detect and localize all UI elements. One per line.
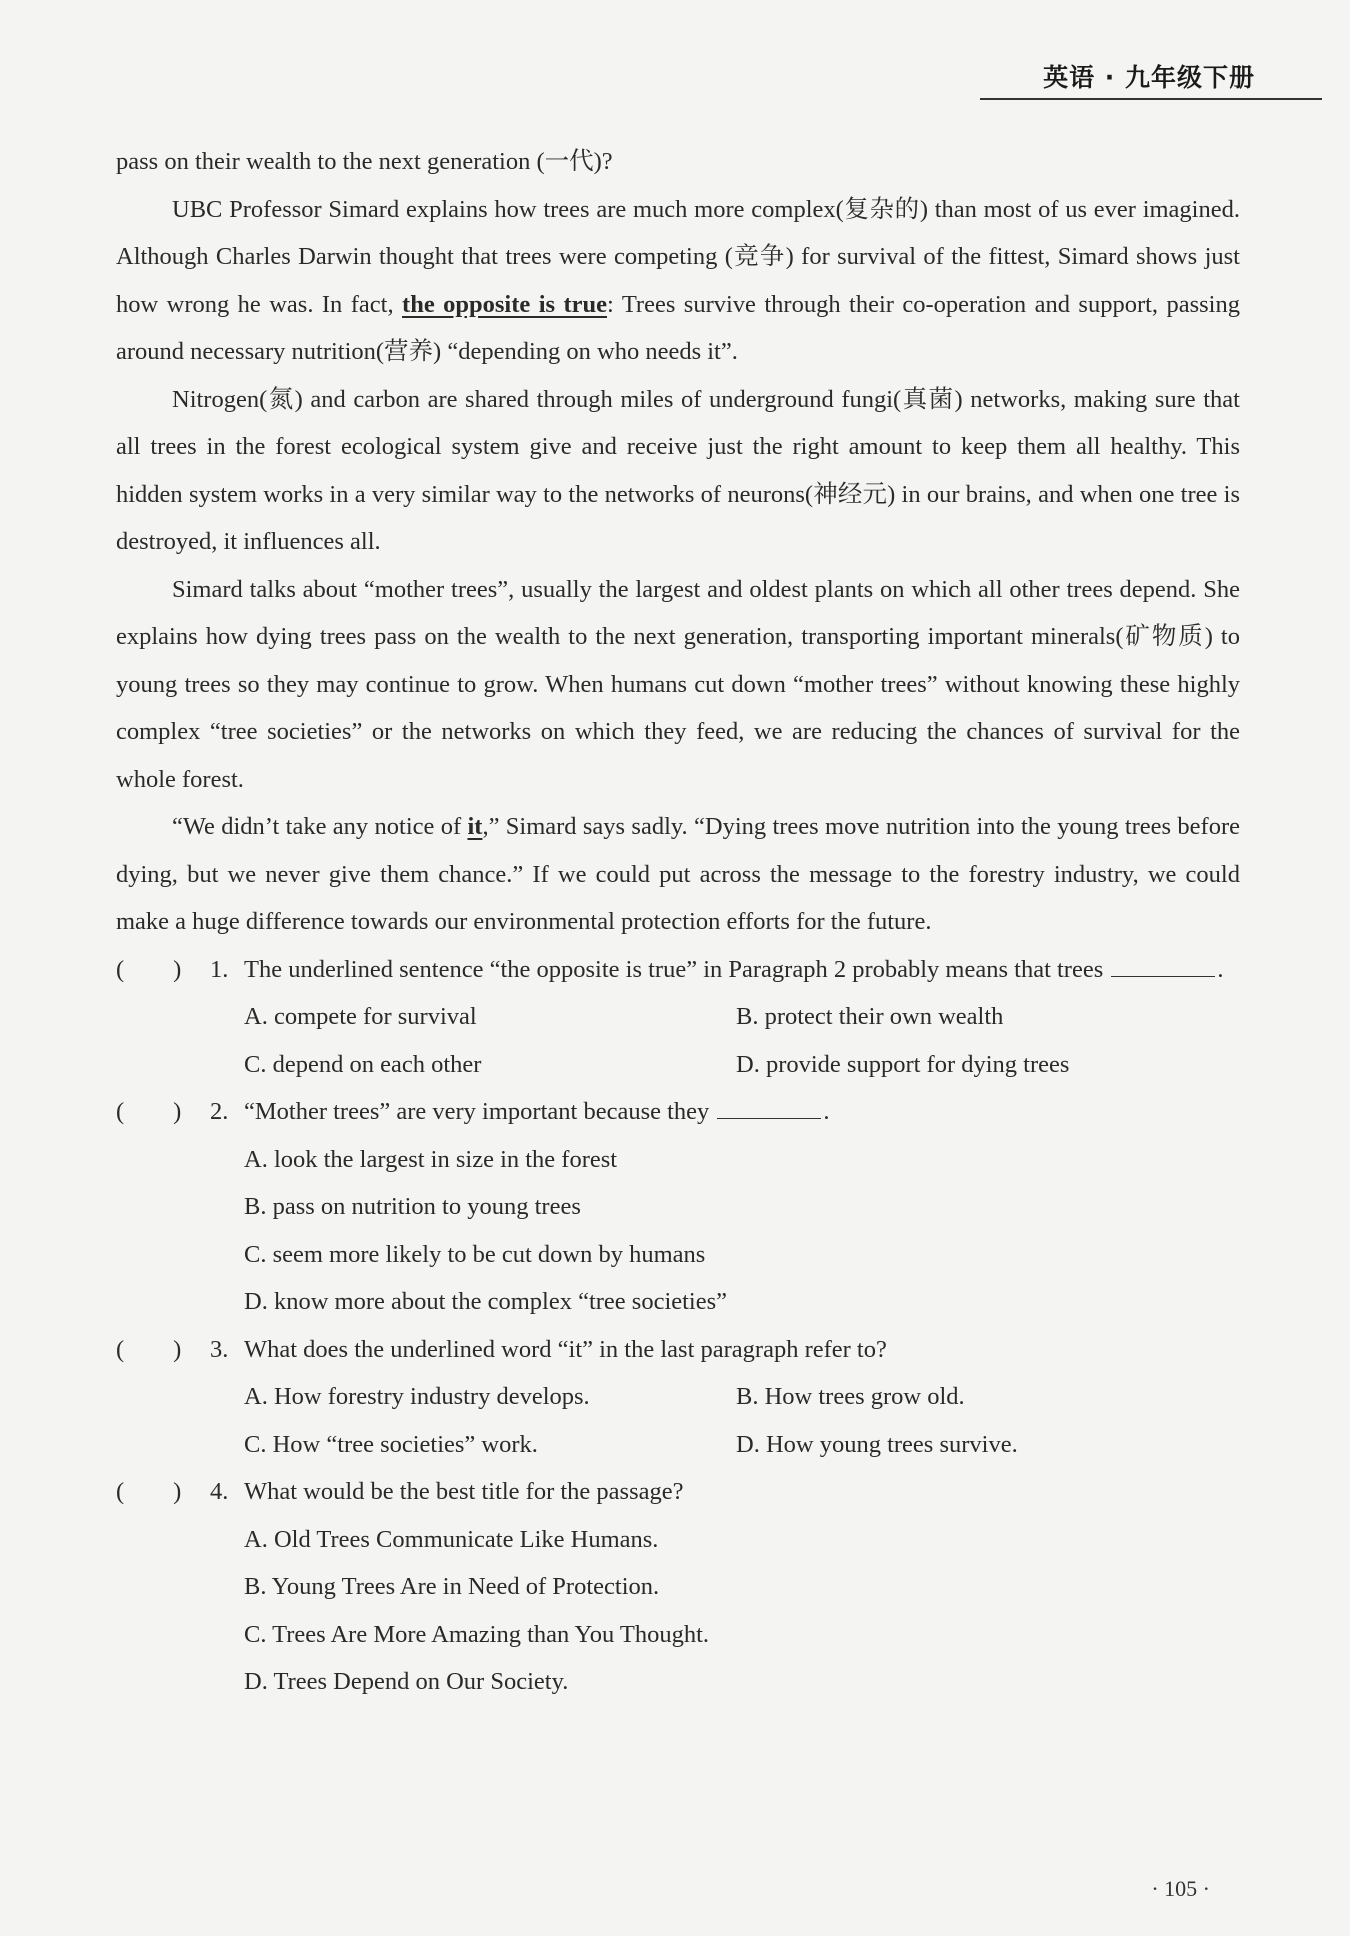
question-2 (116, 1088, 1240, 1326)
option-row (116, 1041, 1240, 1089)
option-row (116, 1373, 1240, 1421)
option-b[interactable]: B. How trees grow old. (736, 1383, 965, 1410)
question-stem-text: “Mother trees” are very important because they (244, 1098, 710, 1125)
passage-paragraph-1 (116, 186, 1240, 376)
question-stem-end: . (1217, 955, 1224, 983)
paragraph-1-text-start: UBC Professor Simard explains how trees are much more complex(复杂的) than most of us ever imagined. Although Charles Darwin thought that trees were competing (竞争) for survival of the fittest, Simard shows just how wrong he was. In fact, (116, 195, 1240, 318)
option-c[interactable]: C. depend on each other (244, 1050, 482, 1078)
passage-paragraph-0: pass on their wealth to the next generation (一代)? (116, 148, 613, 175)
paragraph-4-text-start: “We didn’t take any notice of (172, 813, 468, 840)
option-d[interactable]: D. know more about the complex “tree societies” (244, 1288, 728, 1315)
question-stem (244, 946, 1240, 994)
answer-paren[interactable]: ( ) (116, 1098, 182, 1125)
passage-paragraph-4 (116, 803, 1240, 946)
option-b[interactable]: B. protect their own wealth (736, 1003, 1004, 1030)
option-a[interactable]: A. compete for survival (244, 1003, 477, 1030)
passage-paragraph-3: Simard talks about “mother trees”, usually the largest and oldest plants on which all other trees depend. She explains how dying trees pass on the wealth to the next generation, transporting important minerals(矿物质) to young trees so they may continue to grow. When humans cut down “mother trees” without knowing these highly complex “tree societies” or the networks on which they feed, we are reducing the chances of survival for the whole forest. (116, 575, 1240, 793)
underlined-word: it (467, 813, 483, 840)
header-rule (980, 98, 1322, 100)
page-number: · 105 · (1151, 1876, 1210, 1901)
option-d[interactable]: D. How young trees survive. (736, 1430, 1018, 1458)
option-row (116, 1421, 1240, 1469)
option-c[interactable]: C. How “tree societies” work. (244, 1430, 538, 1458)
option-c[interactable]: C. Trees Are More Amazing than You Thought. (244, 1620, 710, 1648)
option-b[interactable]: B. Young Trees Are in Need of Protection. (244, 1573, 660, 1600)
question-stem-end: . (823, 1098, 830, 1125)
page-content (116, 138, 1240, 1706)
underlined-sentence: the opposite is true (402, 290, 608, 318)
question-4 (116, 1468, 1240, 1706)
option-a[interactable]: A. look the largest in size in the forest (244, 1145, 618, 1173)
question-stem: What would be the best title for the passage? (244, 1478, 684, 1505)
answer-paren[interactable]: ( ) (116, 1478, 182, 1505)
passage-paragraph-2: Nitrogen(氮) and carbon are shared through miles of underground fungi(真菌) networks, making sure that all trees in the forest ecological system give and receive just the right amount to keep them all healthy. This hidden system works in a very similar way to the networks of neurons(神经元) in our brains, and when one tree is destroyed, it influences all. (116, 385, 1240, 555)
question-1 (116, 946, 1240, 1089)
paragraph-1-text-end: : Trees survive through their co-operation and support, passing around necessary nutrition(营养) “depending on who needs it”. (116, 290, 1240, 365)
question-number: 1. (210, 955, 229, 983)
question-stem (244, 1088, 1240, 1136)
option-b[interactable]: B. pass on nutrition to young trees (244, 1193, 581, 1220)
question-3 (116, 1326, 1240, 1469)
answer-blank[interactable] (1111, 948, 1215, 977)
option-a[interactable]: A. Old Trees Communicate Like Humans. (244, 1525, 659, 1553)
question-stem: What does the underlined word “it” in the last paragraph refer to? (244, 1335, 887, 1363)
question-number: 4. (210, 1478, 229, 1505)
paragraph-4-text-end: ,” Simard says sadly. “Dying trees move nutrition into the young trees before dying, but we never give them chance.” If we could put across the message to the forestry industry, we could make a huge difference towards our environmental protection efforts for the future. (116, 813, 1240, 935)
option-c[interactable]: C. seem more likely to be cut down by humans (244, 1240, 706, 1268)
answer-paren[interactable]: ( ) (116, 955, 182, 983)
option-d[interactable]: D. Trees Depend on Our Society. (244, 1668, 569, 1695)
page-header-title: 英语 · 九年级下册 (1043, 63, 1255, 92)
option-row (116, 993, 1240, 1041)
question-number: 2. (210, 1098, 229, 1125)
question-number: 3. (210, 1335, 229, 1363)
option-a[interactable]: A. How forestry industry develops. (244, 1383, 590, 1410)
answer-paren[interactable]: ( ) (116, 1335, 182, 1363)
option-d[interactable]: D. provide support for dying trees (736, 1050, 1070, 1078)
answer-blank[interactable] (717, 1090, 821, 1119)
question-stem-text: The underlined sentence “the opposite is true” in Paragraph 2 probably means that trees (244, 955, 1104, 983)
